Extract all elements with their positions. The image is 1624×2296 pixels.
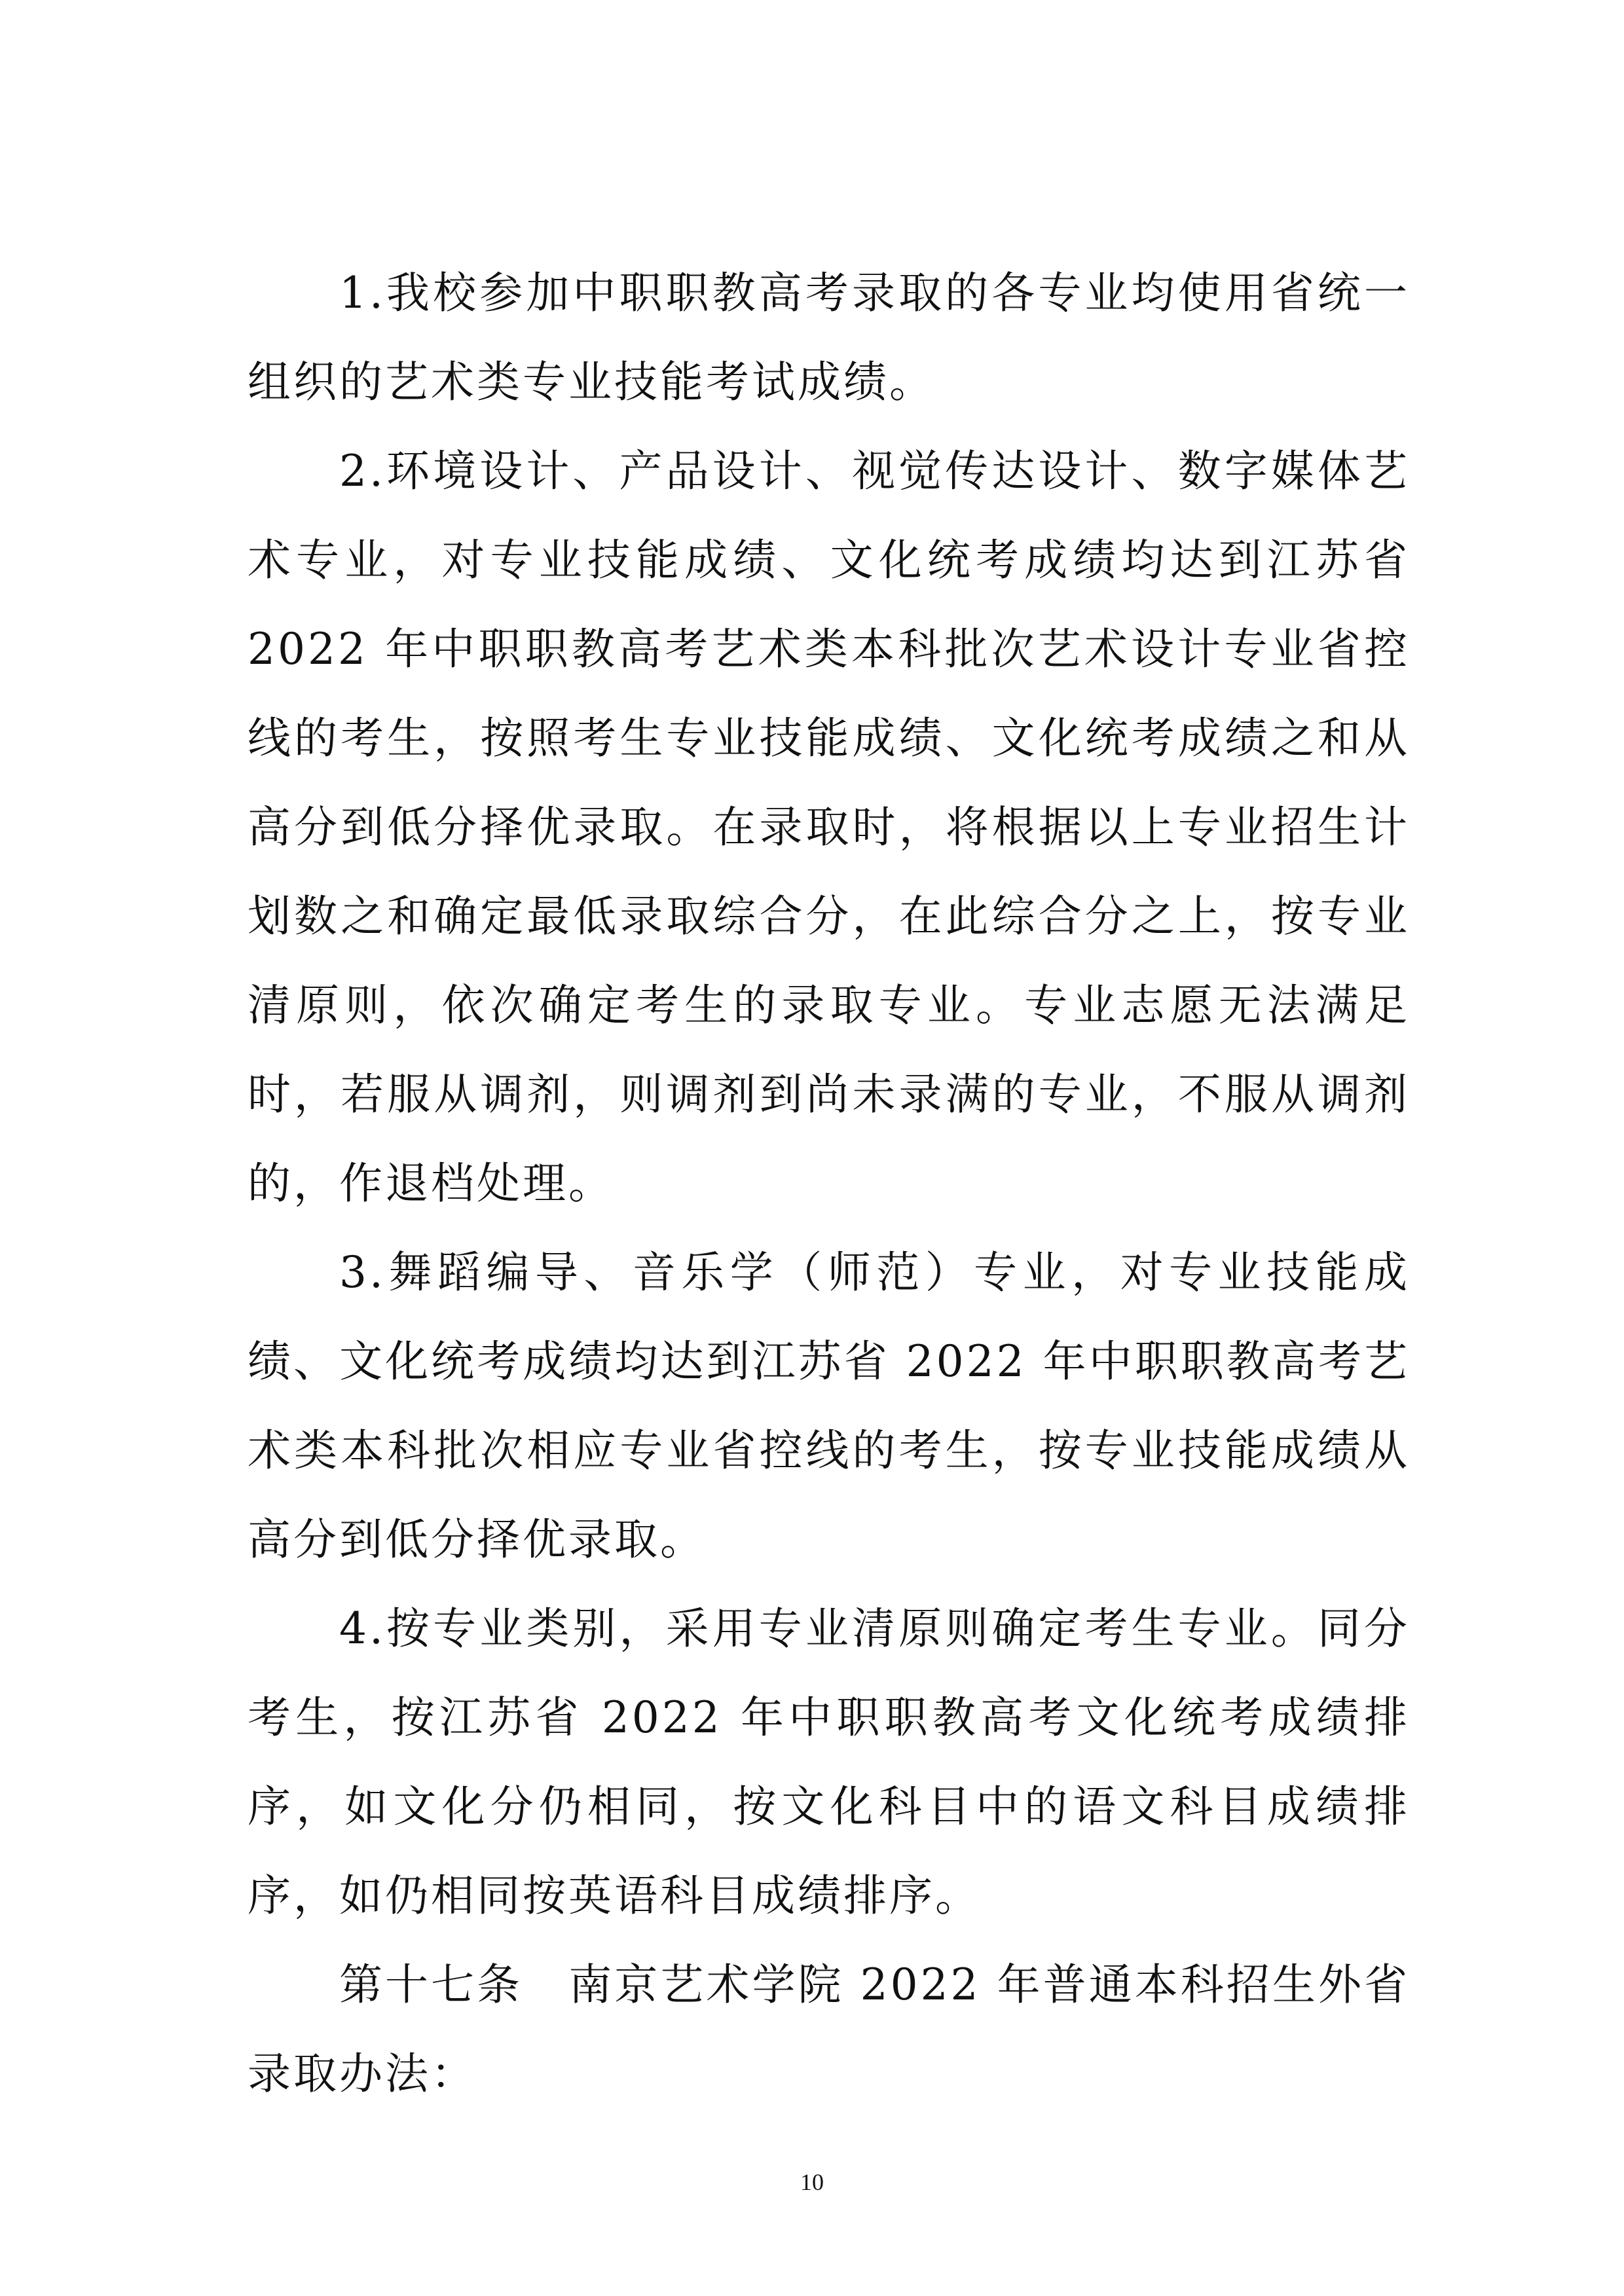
article-17-heading: 第十七条 南京艺术学院 2022 年普通本科招生外省录取办法： xyxy=(248,1959,1410,2099)
paragraph-2: 2.环境设计、产品设计、视觉传达设计、数字媒体艺术专业，对专业技能成绩、文化统考成绩均达到江苏省 2022 年中职职教高考艺术类本科批次艺术设计专业省控线的考生，按照考生专业技能成绩、文化统考成绩之和从高分到低分择优录取。在录取时，将根据以上专业招生计划数之和确定最低录取综合分，在此综合分之上，按专业清原则，依次确定考生的录取专业。专业志愿无法满足时，若服从调剂，则调剂到尚未录满的专业，不服从调剂的，作退档处理。 xyxy=(248,446,1410,1209)
page-number: 10 xyxy=(800,2169,824,2195)
document-body xyxy=(248,249,1410,2119)
paragraph-3: 3.舞蹈编导、音乐学（师范）专业，对专业技能成绩、文化统考成绩均达到江苏省 2022 年中职职教高考艺术类本科批次相应专业省控线的考生，按专业技能成绩从高分到低分择优录取。 xyxy=(248,1247,1410,1565)
paragraph-1: 1.我校参加中职职教高考录取的各专业均使用省统一组织的艺术类专业技能考试成绩。 xyxy=(248,268,1410,407)
paragraph-4: 4.按专业类别，采用专业清原则确定考生专业。同分考生，按江苏省 2022 年中职职教高考文化统考成绩排序，如文化分仍相同，按文化科目中的语文科目成绩排序，如仍相同按英语科目成绩排序。 xyxy=(248,1603,1410,1921)
